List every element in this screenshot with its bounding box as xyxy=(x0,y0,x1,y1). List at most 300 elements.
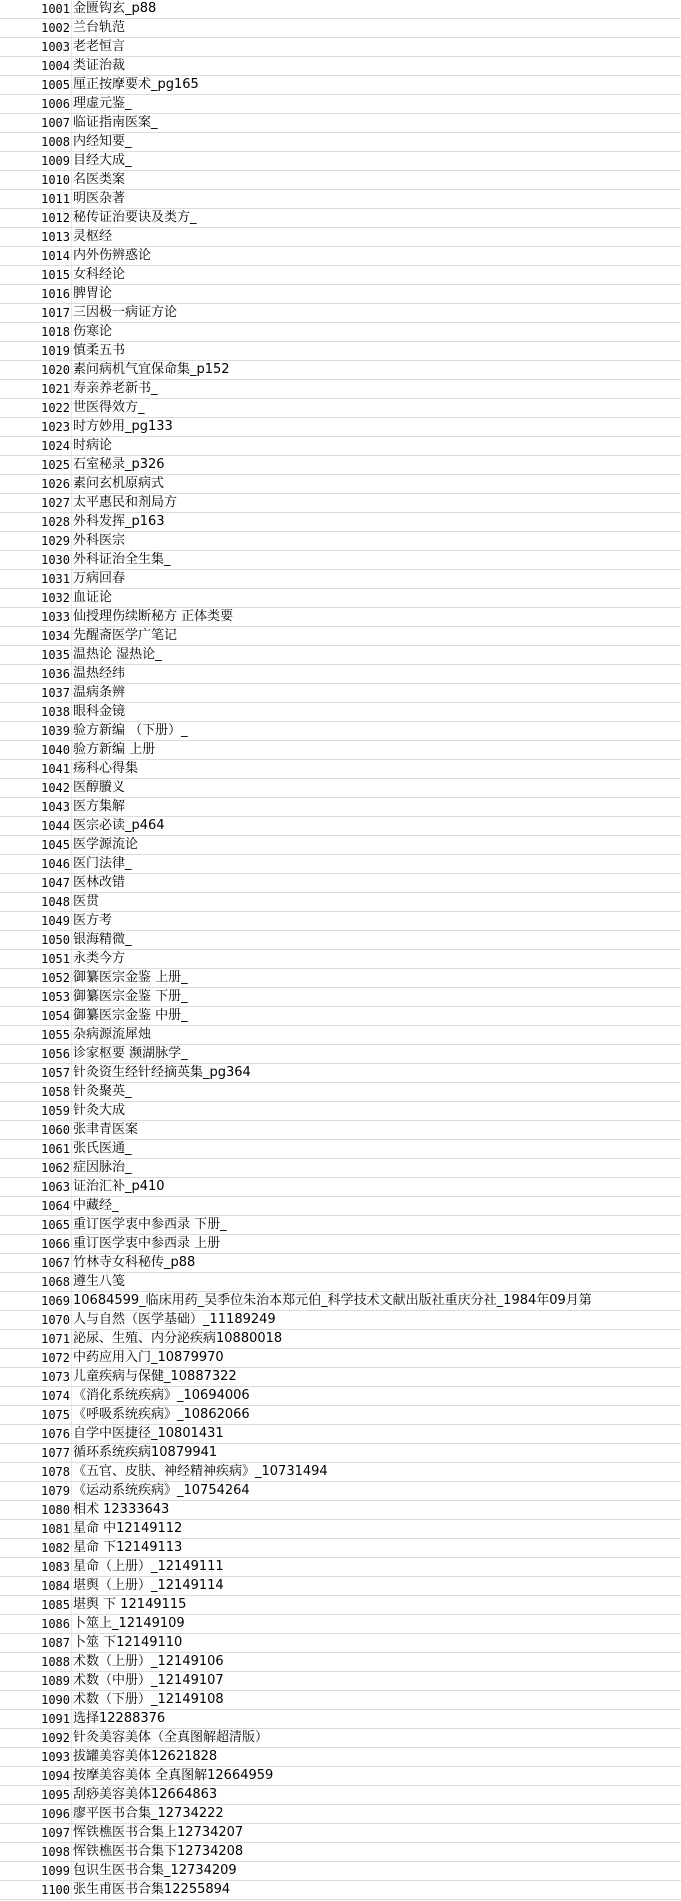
table-row[interactable] xyxy=(0,1634,681,1653)
row-number-cell[interactable]: 1034 xyxy=(41,629,70,643)
table-row[interactable] xyxy=(0,76,681,95)
table-row[interactable] xyxy=(0,1501,681,1520)
title-cell[interactable]: 相术 12333643 xyxy=(73,1502,170,1517)
row-number-cell[interactable]: 1062 xyxy=(41,1161,70,1175)
table-row[interactable] xyxy=(0,931,681,950)
row-number-cell[interactable]: 1059 xyxy=(41,1104,70,1118)
title-cell[interactable]: 针灸资生经针经摘英集_pg364 xyxy=(73,1065,251,1080)
table-row[interactable] xyxy=(0,266,681,285)
table-row[interactable] xyxy=(0,513,681,532)
table-row[interactable] xyxy=(0,627,681,646)
table-row[interactable] xyxy=(0,1729,681,1748)
row-number-cell[interactable]: 1052 xyxy=(41,971,70,985)
title-cell[interactable]: 包识生医书合集_12734209 xyxy=(73,1863,237,1878)
title-cell[interactable]: 星命 中12149112 xyxy=(73,1521,183,1536)
row-number-cell[interactable]: 1096 xyxy=(41,1807,70,1821)
row-number-cell[interactable]: 1055 xyxy=(41,1028,70,1042)
table-row[interactable] xyxy=(0,399,681,418)
row-number-cell[interactable]: 1064 xyxy=(41,1199,70,1213)
table-row[interactable] xyxy=(0,1083,681,1102)
row-number-cell[interactable]: 1071 xyxy=(41,1332,70,1346)
title-cell[interactable]: 星命 下12149113 xyxy=(73,1540,183,1555)
row-number-cell[interactable]: 1033 xyxy=(41,610,70,624)
table-row[interactable] xyxy=(0,532,681,551)
row-number-cell[interactable]: 1082 xyxy=(41,1541,70,1555)
table-row[interactable] xyxy=(0,950,681,969)
row-number-cell[interactable]: 1081 xyxy=(41,1522,70,1536)
title-cell[interactable]: 石室秘录_p326 xyxy=(73,457,165,472)
table-row[interactable] xyxy=(0,1178,681,1197)
table-row[interactable] xyxy=(0,1254,681,1273)
table-row[interactable] xyxy=(0,1767,681,1786)
title-cell[interactable]: 医贯 xyxy=(73,894,100,909)
title-cell[interactable]: 世医得效方_ xyxy=(73,400,145,415)
row-number-cell[interactable]: 1074 xyxy=(41,1389,70,1403)
title-cell[interactable]: 仙授理伤续断秘方 正体类要 xyxy=(73,609,234,624)
row-number-cell[interactable]: 1047 xyxy=(41,876,70,890)
row-number-cell[interactable]: 1012 xyxy=(41,211,70,225)
table-row[interactable] xyxy=(0,684,681,703)
table-row[interactable] xyxy=(0,665,681,684)
table-row[interactable] xyxy=(0,361,681,380)
title-cell[interactable]: 脾胃论 xyxy=(73,286,113,301)
table-row[interactable] xyxy=(0,342,681,361)
row-number-cell[interactable]: 1050 xyxy=(41,933,70,947)
title-cell[interactable]: 三因极一病证方论 xyxy=(73,305,178,320)
row-number-cell[interactable]: 1032 xyxy=(41,591,70,605)
table-row[interactable] xyxy=(0,1653,681,1672)
row-number-cell[interactable]: 1037 xyxy=(41,686,70,700)
table-row[interactable] xyxy=(0,874,681,893)
title-cell[interactable]: 慎柔五书 xyxy=(73,343,126,358)
table-row[interactable] xyxy=(0,1216,681,1235)
row-number-cell[interactable]: 1044 xyxy=(41,819,70,833)
table-row[interactable] xyxy=(0,1463,681,1482)
title-cell[interactable]: 《消化系统疾病》_10694006 xyxy=(73,1388,250,1403)
row-number-cell[interactable]: 1027 xyxy=(41,496,70,510)
row-number-cell[interactable]: 1091 xyxy=(41,1712,70,1726)
row-number-cell[interactable]: 1015 xyxy=(41,268,70,282)
title-cell[interactable]: 术数（中册）_12149107 xyxy=(73,1673,224,1688)
title-cell[interactable]: 名医类案 xyxy=(73,172,126,187)
row-number-cell[interactable]: 1075 xyxy=(41,1408,70,1422)
title-cell[interactable]: 《五官、皮肤、神经精神疾病》_10731494 xyxy=(73,1464,328,1479)
row-number-cell[interactable]: 1087 xyxy=(41,1636,70,1650)
table-row[interactable] xyxy=(0,1007,681,1026)
row-number-cell[interactable]: 1092 xyxy=(41,1731,70,1745)
title-cell[interactable]: 女科经论 xyxy=(73,267,126,282)
title-cell[interactable]: 医学源流论 xyxy=(73,837,139,852)
row-number-cell[interactable]: 1007 xyxy=(41,116,70,130)
table-row[interactable] xyxy=(0,1368,681,1387)
row-number-cell[interactable]: 1010 xyxy=(41,173,70,187)
row-number-cell[interactable]: 1049 xyxy=(41,914,70,928)
table-row[interactable] xyxy=(0,1881,681,1900)
table-row[interactable] xyxy=(0,1482,681,1501)
table-row[interactable] xyxy=(0,1273,681,1292)
row-number-cell[interactable]: 1040 xyxy=(41,743,70,757)
table-row[interactable] xyxy=(0,1045,681,1064)
row-number-cell[interactable]: 1041 xyxy=(41,762,70,776)
row-number-cell[interactable]: 1030 xyxy=(41,553,70,567)
title-cell[interactable]: 中药应用入门_10879970 xyxy=(73,1350,224,1365)
row-number-cell[interactable]: 1066 xyxy=(41,1237,70,1251)
table-row[interactable] xyxy=(0,57,681,76)
table-row[interactable] xyxy=(0,1026,681,1045)
title-cell[interactable]: 卜筮 下12149110 xyxy=(73,1635,183,1650)
row-number-cell[interactable]: 1100 xyxy=(41,1883,70,1897)
title-cell[interactable]: 自学中医捷径_10801431 xyxy=(73,1426,224,1441)
table-row[interactable] xyxy=(0,1444,681,1463)
row-number-cell[interactable]: 1080 xyxy=(41,1503,70,1517)
title-cell[interactable]: 血证论 xyxy=(73,590,113,605)
table-row[interactable] xyxy=(0,1159,681,1178)
title-cell[interactable]: 验方新编 上册 xyxy=(73,742,156,757)
row-number-cell[interactable]: 1078 xyxy=(41,1465,70,1479)
row-number-cell[interactable]: 1048 xyxy=(41,895,70,909)
table-row[interactable] xyxy=(0,1748,681,1767)
row-number-cell[interactable]: 1002 xyxy=(41,21,70,35)
table-row[interactable] xyxy=(0,494,681,513)
table-row[interactable] xyxy=(0,38,681,57)
table-row[interactable] xyxy=(0,855,681,874)
table-row[interactable] xyxy=(0,1805,681,1824)
row-number-cell[interactable]: 1056 xyxy=(41,1047,70,1061)
title-cell[interactable]: 太平惠民和剂局方 xyxy=(73,495,178,510)
table-row[interactable] xyxy=(0,1349,681,1368)
row-number-cell[interactable]: 1042 xyxy=(41,781,70,795)
row-number-cell[interactable]: 1026 xyxy=(41,477,70,491)
title-cell[interactable]: 循环系统疾病10879941 xyxy=(73,1445,218,1460)
table-row[interactable] xyxy=(0,646,681,665)
table-row[interactable] xyxy=(0,969,681,988)
title-cell[interactable]: 温病条辨 xyxy=(73,685,126,700)
title-cell[interactable]: 卜筮上_12149109 xyxy=(73,1616,185,1631)
table-row[interactable] xyxy=(0,1558,681,1577)
title-cell[interactable]: 外科发挥_p163 xyxy=(73,514,165,529)
table-row[interactable] xyxy=(0,760,681,779)
row-number-cell[interactable]: 1090 xyxy=(41,1693,70,1707)
table-row[interactable] xyxy=(0,703,681,722)
row-number-cell[interactable]: 1088 xyxy=(41,1655,70,1669)
table-row[interactable] xyxy=(0,779,681,798)
row-number-cell[interactable]: 1021 xyxy=(41,382,70,396)
title-cell[interactable]: 类证治裁 xyxy=(73,58,126,73)
title-cell[interactable]: 外科医宗 xyxy=(73,533,126,548)
table-row[interactable] xyxy=(0,988,681,1007)
row-number-cell[interactable]: 1029 xyxy=(41,534,70,548)
table-row[interactable] xyxy=(0,1330,681,1349)
title-cell[interactable]: 重订医学衷中参西录 下册_ xyxy=(73,1217,227,1232)
table-row[interactable] xyxy=(0,1425,681,1444)
row-number-cell[interactable]: 1022 xyxy=(41,401,70,415)
table-row[interactable] xyxy=(0,285,681,304)
title-cell[interactable]: 温热经纬 xyxy=(73,666,126,681)
title-cell[interactable]: 症因脉治_ xyxy=(73,1160,132,1175)
title-cell[interactable]: 寿亲养老新书_ xyxy=(73,381,158,396)
title-cell[interactable]: 张聿青医案 xyxy=(73,1122,139,1137)
table-row[interactable] xyxy=(0,1862,681,1881)
title-cell[interactable]: 御纂医宗金鉴 下册_ xyxy=(73,989,188,1004)
title-cell[interactable]: 先醒斋医学广笔记 xyxy=(73,628,178,643)
title-cell[interactable]: 杂病源流犀烛 xyxy=(73,1027,152,1042)
row-number-cell[interactable]: 1024 xyxy=(41,439,70,453)
row-number-cell[interactable]: 1014 xyxy=(41,249,70,263)
row-number-cell[interactable]: 1086 xyxy=(41,1617,70,1631)
title-cell[interactable]: 针灸聚英_ xyxy=(73,1084,132,1099)
title-cell[interactable]: 恽铁樵医书合集下12734208 xyxy=(73,1844,244,1859)
title-cell[interactable]: 素问玄机原病式 xyxy=(73,476,165,491)
row-number-cell[interactable]: 1073 xyxy=(41,1370,70,1384)
row-number-cell[interactable]: 1009 xyxy=(41,154,70,168)
table-row[interactable] xyxy=(0,418,681,437)
table-row[interactable] xyxy=(0,570,681,589)
table-row[interactable] xyxy=(0,1539,681,1558)
table-row[interactable] xyxy=(0,228,681,247)
table-row[interactable] xyxy=(0,1406,681,1425)
title-cell[interactable]: 10684599_临床用药_吴季位朱治本郑元伯_科学技术文献出版社重庆分社_1984年09月第 xyxy=(73,1293,592,1308)
table-row[interactable] xyxy=(0,456,681,475)
table-row[interactable] xyxy=(0,95,681,114)
table-row[interactable] xyxy=(0,1140,681,1159)
table-row[interactable] xyxy=(0,323,681,342)
row-number-cell[interactable]: 1036 xyxy=(41,667,70,681)
title-cell[interactable]: 理虚元鉴_ xyxy=(73,96,132,111)
title-cell[interactable]: 时方妙用_pg133 xyxy=(73,419,173,434)
title-cell[interactable]: 术数（上册）_12149106 xyxy=(73,1654,224,1669)
row-number-cell[interactable]: 1005 xyxy=(41,78,70,92)
title-cell[interactable]: 恽铁樵医书合集上12734207 xyxy=(73,1825,244,1840)
row-number-cell[interactable]: 1068 xyxy=(41,1275,70,1289)
title-cell[interactable]: 重订医学衷中参西录 上册 xyxy=(73,1236,221,1251)
title-cell[interactable]: 疡科心得集 xyxy=(73,761,139,776)
row-number-cell[interactable]: 1060 xyxy=(41,1123,70,1137)
row-number-cell[interactable]: 1017 xyxy=(41,306,70,320)
title-cell[interactable]: 内经知要_ xyxy=(73,134,132,149)
row-number-cell[interactable]: 1045 xyxy=(41,838,70,852)
row-number-cell[interactable]: 1025 xyxy=(41,458,70,472)
table-row[interactable] xyxy=(0,817,681,836)
row-number-cell[interactable]: 1076 xyxy=(41,1427,70,1441)
title-cell[interactable]: 目经大成_ xyxy=(73,153,132,168)
title-cell[interactable]: 御纂医宗金鉴 中册_ xyxy=(73,1008,188,1023)
title-cell[interactable]: 灵枢经 xyxy=(73,229,113,244)
row-number-cell[interactable]: 1008 xyxy=(41,135,70,149)
title-cell[interactable]: 医林改错 xyxy=(73,875,126,890)
title-cell[interactable]: 金匮钩玄_p88 xyxy=(73,1,157,16)
row-number-cell[interactable]: 1098 xyxy=(41,1845,70,1859)
row-number-cell[interactable]: 1054 xyxy=(41,1009,70,1023)
row-number-cell[interactable]: 1004 xyxy=(41,59,70,73)
title-cell[interactable]: 银海精微_ xyxy=(73,932,132,947)
table-row[interactable] xyxy=(0,1615,681,1634)
table-row[interactable] xyxy=(0,19,681,38)
title-cell[interactable]: 温热论 湿热论_ xyxy=(73,647,162,662)
row-number-cell[interactable]: 1084 xyxy=(41,1579,70,1593)
table-row[interactable] xyxy=(0,1577,681,1596)
table-row[interactable] xyxy=(0,1292,681,1311)
title-cell[interactable]: 伤寒论 xyxy=(73,324,113,339)
row-number-cell[interactable]: 1077 xyxy=(41,1446,70,1460)
table-row[interactable] xyxy=(0,1387,681,1406)
row-number-cell[interactable]: 1035 xyxy=(41,648,70,662)
row-number-cell[interactable]: 1023 xyxy=(41,420,70,434)
title-cell[interactable]: 临证指南医案_ xyxy=(73,115,158,130)
row-number-cell[interactable]: 1013 xyxy=(41,230,70,244)
table-row[interactable] xyxy=(0,912,681,931)
table-row[interactable] xyxy=(0,1710,681,1729)
table-row[interactable] xyxy=(0,1843,681,1862)
title-cell[interactable]: 厘正按摩要术_pg165 xyxy=(73,77,199,92)
title-cell[interactable]: 星命（上册）_12149111 xyxy=(73,1559,224,1574)
title-cell[interactable]: 外科证治全生集_ xyxy=(73,552,171,567)
title-cell[interactable]: 明医杂著 xyxy=(73,191,126,206)
table-row[interactable] xyxy=(0,1520,681,1539)
title-cell[interactable]: 遵生八笺 xyxy=(73,1274,126,1289)
row-number-cell[interactable]: 1001 xyxy=(41,2,70,16)
row-number-cell[interactable]: 1039 xyxy=(41,724,70,738)
title-cell[interactable]: 内外伤辨惑论 xyxy=(73,248,152,263)
row-number-cell[interactable]: 1095 xyxy=(41,1788,70,1802)
table-row[interactable] xyxy=(0,741,681,760)
table-row[interactable] xyxy=(0,1235,681,1254)
title-cell[interactable]: 拔罐美容美体12621828 xyxy=(73,1749,218,1764)
row-number-cell[interactable]: 1006 xyxy=(41,97,70,111)
table-row[interactable] xyxy=(0,893,681,912)
table-row[interactable] xyxy=(0,1691,681,1710)
table-row[interactable] xyxy=(0,380,681,399)
title-cell[interactable]: 选择12288376 xyxy=(73,1711,166,1726)
row-number-cell[interactable]: 1058 xyxy=(41,1085,70,1099)
table-row[interactable] xyxy=(0,1596,681,1615)
title-cell[interactable]: 廖平医书合集_12734222 xyxy=(73,1806,224,1821)
title-cell[interactable]: 永类今方 xyxy=(73,951,126,966)
table-row[interactable] xyxy=(0,437,681,456)
title-cell[interactable]: 证治汇补_p410 xyxy=(73,1179,165,1194)
row-number-cell[interactable]: 1089 xyxy=(41,1674,70,1688)
title-cell[interactable]: 素问病机气宜保命集_p152 xyxy=(73,362,230,377)
title-cell[interactable]: 堪舆 下 12149115 xyxy=(73,1597,187,1612)
table-row[interactable] xyxy=(0,1672,681,1691)
table-row[interactable] xyxy=(0,1311,681,1330)
table-row[interactable] xyxy=(0,1786,681,1805)
table-row[interactable] xyxy=(0,190,681,209)
table-row[interactable] xyxy=(0,836,681,855)
row-number-cell[interactable]: 1028 xyxy=(41,515,70,529)
row-number-cell[interactable]: 1093 xyxy=(41,1750,70,1764)
title-cell[interactable]: 医方集解 xyxy=(73,799,126,814)
row-number-cell[interactable]: 1053 xyxy=(41,990,70,1004)
title-cell[interactable]: 术数（下册）_12149108 xyxy=(73,1692,224,1707)
title-cell[interactable]: 时病论 xyxy=(73,438,113,453)
row-number-cell[interactable]: 1065 xyxy=(41,1218,70,1232)
title-cell[interactable]: 医门法律_ xyxy=(73,856,132,871)
row-number-cell[interactable]: 1011 xyxy=(41,192,70,206)
table-row[interactable] xyxy=(0,152,681,171)
title-cell[interactable]: 《呼吸系统疾病》_10862066 xyxy=(73,1407,250,1422)
title-cell[interactable]: 诊家枢要 濒湖脉学_ xyxy=(73,1046,188,1061)
title-cell[interactable]: 堪舆（上册）_12149114 xyxy=(73,1578,224,1593)
row-number-cell[interactable]: 1038 xyxy=(41,705,70,719)
table-row[interactable] xyxy=(0,722,681,741)
row-number-cell[interactable]: 1018 xyxy=(41,325,70,339)
table-row[interactable] xyxy=(0,551,681,570)
title-cell[interactable]: 医醇賸义 xyxy=(73,780,126,795)
title-cell[interactable]: 张氏医通_ xyxy=(73,1141,132,1156)
title-cell[interactable]: 竹林寺女科秘传_p88 xyxy=(73,1255,196,1270)
title-cell[interactable]: 眼科金镜 xyxy=(73,704,126,719)
title-cell[interactable]: 御纂医宗金鉴 上册_ xyxy=(73,970,188,985)
row-number-cell[interactable]: 1051 xyxy=(41,952,70,966)
title-cell[interactable]: 中藏经_ xyxy=(73,1198,119,1213)
table-row[interactable] xyxy=(0,1102,681,1121)
table-row[interactable] xyxy=(0,1121,681,1140)
row-number-cell[interactable]: 1070 xyxy=(41,1313,70,1327)
row-number-cell[interactable]: 1031 xyxy=(41,572,70,586)
table-row[interactable] xyxy=(0,171,681,190)
table-row[interactable] xyxy=(0,1064,681,1083)
title-cell[interactable]: 儿童疾病与保健_10887322 xyxy=(73,1369,237,1384)
row-number-cell[interactable]: 1097 xyxy=(41,1826,70,1840)
title-cell[interactable]: 秘传证治要诀及类方_ xyxy=(73,210,197,225)
row-number-cell[interactable]: 1016 xyxy=(41,287,70,301)
title-cell[interactable]: 针灸大成 xyxy=(73,1103,126,1118)
title-cell[interactable]: 医方考 xyxy=(73,913,113,928)
row-number-cell[interactable]: 1069 xyxy=(41,1294,70,1308)
row-number-cell[interactable]: 1067 xyxy=(41,1256,70,1270)
row-number-cell[interactable]: 1061 xyxy=(41,1142,70,1156)
title-cell[interactable]: 刮痧美容美体12664863 xyxy=(73,1787,218,1802)
row-number-cell[interactable]: 1079 xyxy=(41,1484,70,1498)
table-row[interactable] xyxy=(0,114,681,133)
title-cell[interactable]: 医宗必读_p464 xyxy=(73,818,165,833)
row-number-cell[interactable]: 1099 xyxy=(41,1864,70,1878)
table-row[interactable] xyxy=(0,0,681,19)
table-row[interactable] xyxy=(0,475,681,494)
title-cell[interactable]: 兰台轨范 xyxy=(73,20,126,35)
title-cell[interactable]: 泌尿、生殖、内分泌疾病10880018 xyxy=(73,1331,283,1346)
title-cell[interactable]: 《运动系统疾病》_10754264 xyxy=(73,1483,250,1498)
table-row[interactable] xyxy=(0,589,681,608)
row-number-cell[interactable]: 1020 xyxy=(41,363,70,377)
table-row[interactable] xyxy=(0,133,681,152)
table-row[interactable] xyxy=(0,247,681,266)
row-number-cell[interactable]: 1083 xyxy=(41,1560,70,1574)
title-cell[interactable]: 万病回春 xyxy=(73,571,126,586)
title-cell[interactable]: 验方新编 （下册）_ xyxy=(73,723,188,738)
row-number-cell[interactable]: 1057 xyxy=(41,1066,70,1080)
title-cell[interactable]: 张生甫医书合集12255894 xyxy=(73,1882,231,1897)
table-row[interactable] xyxy=(0,798,681,817)
table-row[interactable] xyxy=(0,304,681,323)
row-number-cell[interactable]: 1019 xyxy=(41,344,70,358)
row-number-cell[interactable]: 1063 xyxy=(41,1180,70,1194)
row-number-cell[interactable]: 1003 xyxy=(41,40,70,54)
table-row[interactable] xyxy=(0,1197,681,1216)
row-number-cell[interactable]: 1043 xyxy=(41,800,70,814)
row-number-cell[interactable]: 1046 xyxy=(41,857,70,871)
row-number-cell[interactable]: 1072 xyxy=(41,1351,70,1365)
table-row[interactable] xyxy=(0,608,681,627)
title-cell[interactable]: 老老恒言 xyxy=(73,39,126,54)
table-row[interactable] xyxy=(0,1824,681,1843)
title-cell[interactable]: 针灸美容美体（全真图解超清版） xyxy=(73,1730,269,1745)
title-cell[interactable]: 人与自然（医学基础）_11189249 xyxy=(73,1312,276,1327)
table-row[interactable] xyxy=(0,209,681,228)
row-number-cell[interactable]: 1094 xyxy=(41,1769,70,1783)
row-number-cell[interactable]: 1085 xyxy=(41,1598,70,1612)
title-cell[interactable]: 按摩美容美体 全真图解12664959 xyxy=(73,1768,274,1783)
